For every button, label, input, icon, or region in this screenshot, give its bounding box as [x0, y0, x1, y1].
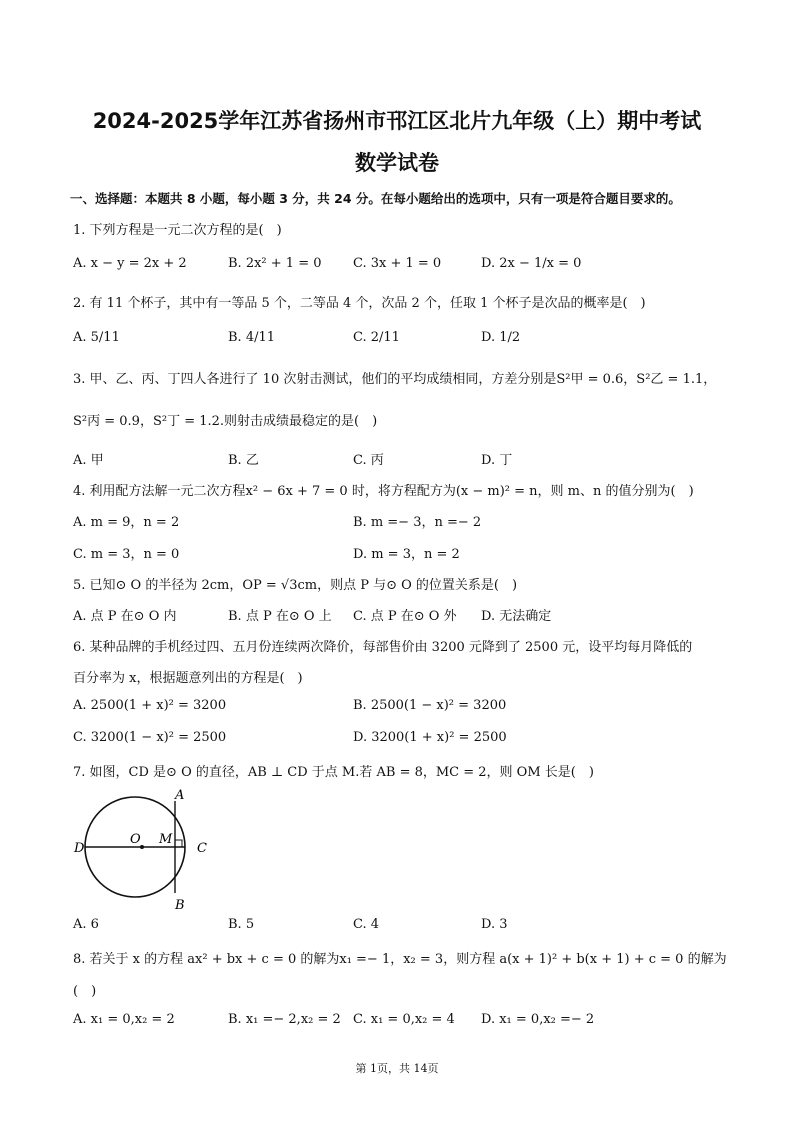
question-6-stem-line2: 百分率为 x，根据题意列出的方程是( ): [73, 671, 303, 686]
question-8-option-d: D. x₁ = 0,x₂ =− 2: [481, 1012, 595, 1027]
right-angle-mark: [175, 840, 182, 847]
question-8-stem: 8. 若关于 x 的方程 ax² + bx + c = 0 的解为x₁ =− 1，x₂ = 3，则方程 a(x + 1)² + b(x + 1) + c = 0 的解为: [73, 952, 727, 967]
question-2-option-b: B. 4/11: [228, 330, 276, 345]
question-6-option-b: B. 2500(1 − x)² = 3200: [353, 698, 507, 713]
exam-subtitle: 数学试卷: [355, 151, 439, 175]
question-1-option-a: A. x − y = 2x + 2: [73, 256, 187, 271]
question-4-stem: 4. 利用配方法解一元二次方程x² − 6x + 7 = 0 时，将方程配方为(x − m)² = n，则 m、n 的值分别为( ): [73, 484, 694, 499]
label-c: C: [197, 841, 207, 856]
label-o: O: [130, 832, 141, 847]
question-3-stem-line2: S²丙 = 0.9，S²丁 = 1.2.则射击成绩最稳定的是( ): [73, 414, 378, 429]
question-2-option-d: D. 1/2: [481, 330, 521, 345]
question-1-stem: 1. 下列方程是一元二次方程的是( ): [73, 223, 282, 238]
page-footer: 第 1页，共 14页: [355, 1062, 439, 1075]
question-4-option-c: C. m = 3，n = 0: [73, 547, 180, 562]
question-8-option-c: C. x₁ = 0,x₂ = 4: [353, 1012, 455, 1027]
question-4-option-a: A. m = 9，n = 2: [73, 515, 180, 530]
question-6-stem: 6. 某种品牌的手机经过四、五月份连续两次降价，每部售价由 3200 元降到了 2500 元，设平均每月降低的: [73, 640, 693, 655]
question-5-option-b: B. 点 P 在⊙ O 上: [228, 609, 332, 624]
section-heading: 一、选择题：本题共 8 小题，每小题 3 分，共 24 分。在每小题给出的选项中，只有一项是符合题目要求的。: [70, 191, 681, 206]
question-5-option-d: D. 无法确定: [481, 609, 552, 624]
question-3-option-d: D. 丁: [481, 453, 513, 468]
question-7-option-d: D. 3: [481, 917, 508, 932]
question-8-option-b: B. x₁ =− 2,x₂ = 2: [228, 1012, 341, 1027]
question-3-option-a: A. 甲: [73, 453, 104, 468]
question-3-stem: 3. 甲、乙、丙、丁四人各进行了 10 次射击测试，他们的平均成绩相同，方差分别是S²甲 = 0.6，S²乙 = 1.1，: [73, 372, 717, 387]
label-b: B: [175, 898, 185, 913]
question-8-option-a: A. x₁ = 0,x₂ = 2: [73, 1012, 175, 1027]
question-7-stem: 7. 如图，CD 是⊙ O 的直径，AB ⊥ CD 于点 M.若 AB = 8，MC = 2，则 OM 长是( ): [73, 765, 594, 780]
question-4-option-b: B. m =− 3，n =− 2: [353, 515, 482, 530]
label-d: D: [74, 841, 85, 856]
question-1-option-b: B. 2x² + 1 = 0: [228, 256, 322, 271]
question-5-stem: 5. 已知⊙ O 的半径为 2cm，OP = √3cm，则点 P 与⊙ O 的位置关系是( ): [73, 578, 518, 593]
question-8-stem-line2: ( ): [73, 984, 97, 999]
label-a: A: [175, 788, 185, 803]
question-5-option-a: A. 点 P 在⊙ O 内: [73, 609, 177, 624]
question-2-option-c: C. 2/11: [353, 330, 400, 345]
question-7-option-c: C. 4: [353, 917, 380, 932]
question-6-option-a: A. 2500(1 + x)² = 3200: [73, 698, 227, 713]
question-2-stem: 2. 有 11 个杯子，其中有一等品 5 个，二等品 4 个，次品 2 个，任取 1 个杯子是次品的概率是( ): [73, 296, 646, 311]
question-2-option-a: A. 5/11: [73, 330, 120, 345]
question-3-option-b: B. 乙: [228, 453, 259, 468]
question-3-option-c: C. 丙: [353, 453, 384, 468]
question-6-option-d: D. 3200(1 + x)² = 2500: [353, 730, 507, 745]
label-m: M: [159, 832, 173, 847]
question-6-option-c: C. 3200(1 − x)² = 2500: [73, 730, 227, 745]
circle-diagram: [70, 785, 230, 915]
question-1-option-d: D. 2x − 1/x = 0: [481, 256, 582, 271]
question-5-option-c: C. 点 P 在⊙ O 外: [353, 609, 457, 624]
question-7-option-b: B. 5: [228, 917, 255, 932]
question-1-option-c: C. 3x + 1 = 0: [353, 256, 442, 271]
question-7-option-a: A. 6: [73, 917, 99, 932]
exam-title: 2024-2025学年江苏省扬州市邗江区北片九年级（上）期中考试: [92, 109, 702, 133]
question-4-option-d: D. m = 3，n = 2: [353, 547, 460, 562]
